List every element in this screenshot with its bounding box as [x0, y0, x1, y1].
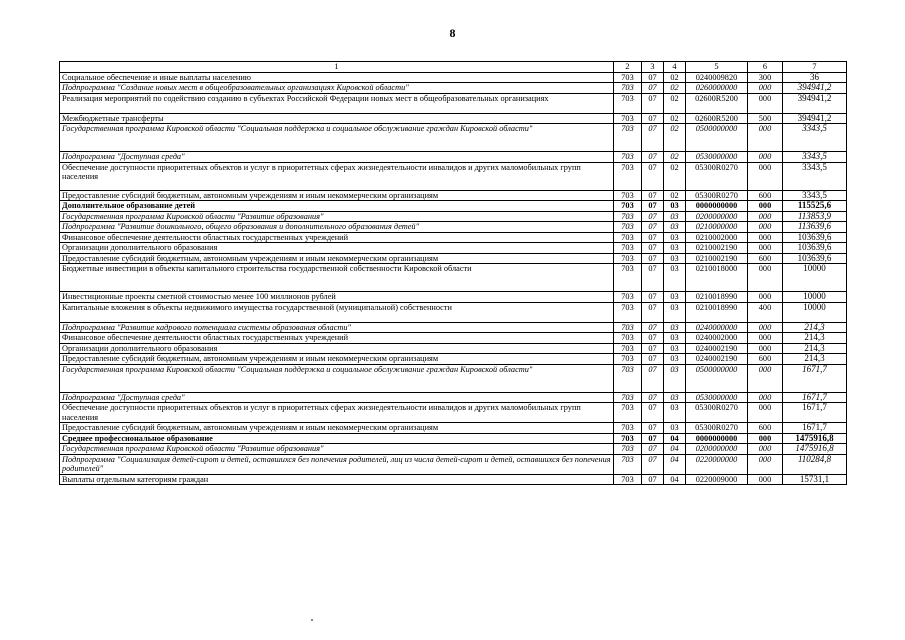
code-cell: 000 [748, 232, 783, 243]
code-cell: 000 [748, 392, 783, 403]
row-name-cell: Подпрограмма "Социализация детей-сирот и детей, оставшихся без попечения родителей, лиц из числа детей-сирот и детей, оставшихся без попечения родителей" [60, 454, 614, 474]
code-cell: 07 [642, 232, 664, 243]
code-cell: 703 [614, 113, 642, 124]
table-row [60, 93, 847, 113]
row-name-cell: Предоставление субсидий бюджетным, автономным учреждениям и иным некоммерческим организациям [60, 190, 614, 201]
amount-cell: 36 [783, 72, 847, 83]
table-row [60, 162, 847, 190]
amount-cell: 1671,7 [783, 403, 847, 423]
row-name-cell: Государственная программа Кировской области "Развитие образования" [60, 444, 614, 455]
row-name-cell: Выплаты отдельным категориям граждан [60, 474, 614, 485]
column-header: 5 [686, 62, 748, 73]
code-cell: 0220000000 [686, 454, 748, 474]
amount-cell: 394941,2 [783, 93, 847, 113]
amount-cell: 394941,2 [783, 113, 847, 124]
code-cell: 703 [614, 264, 642, 292]
row-name-cell: Государственная программа Кировской области "Развитие образования" [60, 211, 614, 222]
code-cell: 03 [664, 232, 686, 243]
table-row [60, 152, 847, 163]
code-cell: 703 [614, 162, 642, 190]
amount-cell: 113639,6 [783, 222, 847, 233]
code-cell: 04 [664, 444, 686, 455]
row-name-cell: Государственная программа Кировской области "Социальная поддержка и социальное обслуживание граждан Кировской области" [60, 364, 614, 392]
code-cell: 500 [748, 113, 783, 124]
row-name-cell: Подпрограмма "Создание новых мест в общеобразовательных организациях Кировской области" [60, 83, 614, 94]
amount-cell: 1475916,8 [783, 433, 847, 444]
code-cell: 07 [642, 222, 664, 233]
column-header: 3 [642, 62, 664, 73]
code-cell: 0240000000 [686, 322, 748, 333]
amount-cell: 1671,7 [783, 364, 847, 392]
code-cell: 03 [664, 243, 686, 254]
code-cell: 07 [642, 392, 664, 403]
code-cell: 07 [642, 343, 664, 354]
amount-cell: 214,3 [783, 322, 847, 333]
code-cell: 703 [614, 243, 642, 254]
code-cell: 02 [664, 162, 686, 190]
code-cell: 703 [614, 354, 642, 365]
amount-cell: 3343,5 [783, 162, 847, 190]
code-cell: 000 [748, 243, 783, 254]
code-cell: 000 [748, 93, 783, 113]
row-name-cell: Инвестиционные проекты сметной стоимостью менее 100 миллионов рублей [60, 292, 614, 303]
code-cell: 03 [664, 403, 686, 423]
table-row [60, 201, 847, 212]
code-cell: 02 [664, 152, 686, 163]
row-name-cell: Социальное обеспечение и иные выплаты населению [60, 72, 614, 83]
code-cell: 703 [614, 433, 642, 444]
code-cell: 000 [748, 454, 783, 474]
code-cell: 04 [664, 433, 686, 444]
amount-cell: 103639,6 [783, 243, 847, 254]
code-cell: 07 [642, 364, 664, 392]
code-cell: 0210002190 [686, 243, 748, 254]
code-cell: 0000000000 [686, 201, 748, 212]
code-cell: 03 [664, 253, 686, 264]
code-cell: 000 [748, 364, 783, 392]
budget-table [59, 61, 847, 485]
amount-cell: 115525,6 [783, 201, 847, 212]
code-cell: 703 [614, 201, 642, 212]
code-cell: 07 [642, 333, 664, 344]
code-cell: 000 [748, 211, 783, 222]
code-cell: 07 [642, 201, 664, 212]
code-cell: 04 [664, 474, 686, 485]
table-row [60, 72, 847, 83]
code-cell: 000 [748, 322, 783, 333]
code-cell: 000 [748, 124, 783, 152]
code-cell: 03 [664, 392, 686, 403]
table-row [60, 454, 847, 474]
code-cell: 0220009000 [686, 474, 748, 485]
row-name-cell: Обеспечение доступности приоритетных объектов и услуг в приоритетных сферах жизнедеятельности инвалидов и других маломобильных групп населения [60, 162, 614, 190]
code-cell: 07 [642, 253, 664, 264]
table-body [60, 72, 847, 485]
code-cell: 000 [748, 162, 783, 190]
amount-cell: 1671,7 [783, 423, 847, 434]
code-cell: 07 [642, 93, 664, 113]
amount-cell: 103639,6 [783, 232, 847, 243]
table-row [60, 392, 847, 403]
code-cell: 03 [664, 264, 686, 292]
code-cell: 04 [664, 454, 686, 474]
code-cell: 703 [614, 152, 642, 163]
amount-cell: 214,3 [783, 354, 847, 365]
code-cell: 0240009820 [686, 72, 748, 83]
code-cell: 07 [642, 322, 664, 333]
table-row [60, 232, 847, 243]
column-header: 2 [614, 62, 642, 73]
code-cell: 07 [642, 423, 664, 434]
table-row [60, 364, 847, 392]
code-cell: 600 [748, 423, 783, 434]
code-cell: 02 [664, 83, 686, 94]
code-cell: 07 [642, 444, 664, 455]
row-name-cell: Финансовое обеспечение деятельности областных государственных учреждений [60, 232, 614, 243]
code-cell: 000 [748, 292, 783, 303]
code-cell: 703 [614, 444, 642, 455]
code-cell: 703 [614, 232, 642, 243]
code-cell: 03 [664, 292, 686, 303]
row-name-cell: Организации дополнительного образования [60, 343, 614, 354]
code-cell: 0240002000 [686, 333, 748, 344]
code-cell: 07 [642, 354, 664, 365]
code-cell: 703 [614, 190, 642, 201]
table-row [60, 354, 847, 365]
code-cell: 000 [748, 222, 783, 233]
column-header: 6 [748, 62, 783, 73]
code-cell: 703 [614, 222, 642, 233]
code-cell: 000 [748, 403, 783, 423]
page-number: 8 [449, 26, 456, 40]
code-cell: 0530000000 [686, 152, 748, 163]
code-cell: 703 [614, 93, 642, 113]
code-cell: 02 [664, 190, 686, 201]
code-cell: 0500000000 [686, 364, 748, 392]
code-cell: 07 [642, 433, 664, 444]
amount-cell: 1671,7 [783, 392, 847, 403]
code-cell: 07 [642, 264, 664, 292]
column-header: 1 [60, 62, 614, 73]
code-cell: 000 [748, 333, 783, 344]
code-cell: 703 [614, 83, 642, 94]
code-cell: 000 [748, 444, 783, 455]
code-cell: 300 [748, 72, 783, 83]
table-row [60, 333, 847, 344]
row-name-cell: Предоставление субсидий бюджетным, автономным учреждениям и иным некоммерческим организациям [60, 253, 614, 264]
code-cell: 07 [642, 454, 664, 474]
row-name-cell: Организации дополнительного образования [60, 243, 614, 254]
code-cell: 03 [664, 333, 686, 344]
table-row [60, 343, 847, 354]
code-cell: 703 [614, 72, 642, 83]
code-cell: 703 [614, 392, 642, 403]
code-cell: 0210018000 [686, 264, 748, 292]
code-cell: 0240002190 [686, 343, 748, 354]
code-cell: 000 [748, 474, 783, 485]
code-cell: 07 [642, 113, 664, 124]
code-cell: 03 [664, 343, 686, 354]
code-cell: 0000000000 [686, 433, 748, 444]
code-cell: 000 [748, 264, 783, 292]
table-header-row [60, 62, 847, 73]
code-cell: 000 [748, 433, 783, 444]
code-cell: 0210018990 [686, 302, 748, 322]
code-cell: 703 [614, 423, 642, 434]
amount-cell: 15731,1 [783, 474, 847, 485]
code-cell: 0200000000 [686, 211, 748, 222]
table-row [60, 243, 847, 254]
code-cell: 000 [748, 343, 783, 354]
code-cell: 07 [642, 292, 664, 303]
table-row [60, 264, 847, 292]
table-row [60, 253, 847, 264]
code-cell: 05300R0270 [686, 423, 748, 434]
amount-cell: 3343,5 [783, 190, 847, 201]
code-cell: 07 [642, 302, 664, 322]
table-row [60, 322, 847, 333]
code-cell: 07 [642, 83, 664, 94]
code-cell: 03 [664, 222, 686, 233]
code-cell: 703 [614, 364, 642, 392]
code-cell: 703 [614, 302, 642, 322]
table-row [60, 83, 847, 94]
code-cell: 02 [664, 124, 686, 152]
row-name-cell: Дополнительное образование детей [60, 201, 614, 212]
amount-cell: 10000 [783, 302, 847, 322]
amount-cell: 3343,5 [783, 152, 847, 163]
code-cell: 07 [642, 474, 664, 485]
amount-cell: 110284,8 [783, 454, 847, 474]
table-row [60, 403, 847, 423]
code-cell: 703 [614, 211, 642, 222]
table-row [60, 124, 847, 152]
table-row [60, 433, 847, 444]
code-cell: 703 [614, 292, 642, 303]
table-row [60, 302, 847, 322]
code-cell: 02 [664, 93, 686, 113]
row-name-cell: Подпрограмма "Развитие кадрового потенциала системы образования области" [60, 322, 614, 333]
code-cell: 0260000000 [686, 83, 748, 94]
row-name-cell: Капитальные вложения в объекты недвижимого имущества государственной (муниципальной) собственности [60, 302, 614, 322]
code-cell: 07 [642, 190, 664, 201]
amount-cell: 103639,6 [783, 253, 847, 264]
code-cell: 05300R0270 [686, 162, 748, 190]
code-cell: 02 [664, 72, 686, 83]
code-cell: 07 [642, 211, 664, 222]
row-name-cell: Бюджетные инвестиции в объекты капитального строительства государственной собственности Кировской области [60, 264, 614, 292]
code-cell: 703 [614, 124, 642, 152]
code-cell: 02 [664, 113, 686, 124]
code-cell: 03 [664, 211, 686, 222]
code-cell: 07 [642, 243, 664, 254]
code-cell: 703 [614, 253, 642, 264]
row-name-cell: Обеспечение доступности приоритетных объектов и услуг в приоритетных сферах жизнедеятельности инвалидов и других маломобильных групп населения [60, 403, 614, 423]
code-cell: 03 [664, 423, 686, 434]
code-cell: 703 [614, 454, 642, 474]
code-cell: 05300R0270 [686, 190, 748, 201]
code-cell: 0530000000 [686, 392, 748, 403]
code-cell: 07 [642, 403, 664, 423]
code-cell: 0210002000 [686, 232, 748, 243]
code-cell: 000 [748, 152, 783, 163]
table-row [60, 190, 847, 201]
code-cell: 000 [748, 83, 783, 94]
code-cell: 703 [614, 322, 642, 333]
row-name-cell: Предоставление субсидий бюджетным, автономным учреждениям и иным некоммерческим организациям [60, 423, 614, 434]
amount-cell: 214,3 [783, 343, 847, 354]
code-cell: 000 [748, 201, 783, 212]
row-name-cell: Финансовое обеспечение деятельности областных государственных учреждений [60, 333, 614, 344]
code-cell: 0210002190 [686, 253, 748, 264]
code-cell: 03 [664, 322, 686, 333]
code-cell: 07 [642, 124, 664, 152]
amount-cell: 10000 [783, 264, 847, 292]
code-cell: 0210000000 [686, 222, 748, 233]
amount-cell: 3343,5 [783, 124, 847, 152]
code-cell: 03 [664, 354, 686, 365]
code-cell: 703 [614, 403, 642, 423]
code-cell: 07 [642, 162, 664, 190]
code-cell: 703 [614, 474, 642, 485]
code-cell: 600 [748, 253, 783, 264]
table-row [60, 292, 847, 303]
row-name-cell: Подпрограмма "Доступная среда" [60, 392, 614, 403]
column-header: 7 [783, 62, 847, 73]
code-cell: 02600R5200 [686, 113, 748, 124]
amount-cell: 394941,2 [783, 83, 847, 94]
column-header: 4 [664, 62, 686, 73]
code-cell: 03 [664, 364, 686, 392]
row-name-cell: Реализация мероприятий по содействию созданию в субъектах Российской Федерации новых мест в общеобразовательных организациях [60, 93, 614, 113]
code-cell: 03 [664, 201, 686, 212]
code-cell: 02600R5200 [686, 93, 748, 113]
code-cell: 0210018990 [686, 292, 748, 303]
table-row [60, 474, 847, 485]
amount-cell: 1475916,8 [783, 444, 847, 455]
code-cell: 05300R0270 [686, 403, 748, 423]
table-row [60, 113, 847, 124]
code-cell: 400 [748, 302, 783, 322]
row-name-cell: Государственная программа Кировской области "Социальная поддержка и социальное обслуживание граждан Кировской области" [60, 124, 614, 152]
amount-cell: 214,3 [783, 333, 847, 344]
code-cell: 0240002190 [686, 354, 748, 365]
row-name-cell: Предоставление субсидий бюджетным, автономным учреждениям и иным некоммерческим организациям [60, 354, 614, 365]
table-row [60, 423, 847, 434]
code-cell: 600 [748, 354, 783, 365]
table-row [60, 444, 847, 455]
row-name-cell: Среднее профессиональное образование [60, 433, 614, 444]
table-row [60, 222, 847, 233]
code-cell: 703 [614, 343, 642, 354]
code-cell: 703 [614, 333, 642, 344]
row-name-cell: Подпрограмма "Развитие дошкольного, общего образования и дополнительного образования детей" [60, 222, 614, 233]
amount-cell: 10000 [783, 292, 847, 303]
code-cell: 07 [642, 152, 664, 163]
code-cell: 0500000000 [686, 124, 748, 152]
code-cell: 0200000000 [686, 444, 748, 455]
row-name-cell: Межбюджетные трансферты [60, 113, 614, 124]
row-name-cell: Подпрограмма "Доступная среда" [60, 152, 614, 163]
scan-speck [311, 619, 313, 621]
code-cell: 600 [748, 190, 783, 201]
amount-cell: 113853,9 [783, 211, 847, 222]
table-row [60, 211, 847, 222]
code-cell: 07 [642, 72, 664, 83]
code-cell: 03 [664, 302, 686, 322]
